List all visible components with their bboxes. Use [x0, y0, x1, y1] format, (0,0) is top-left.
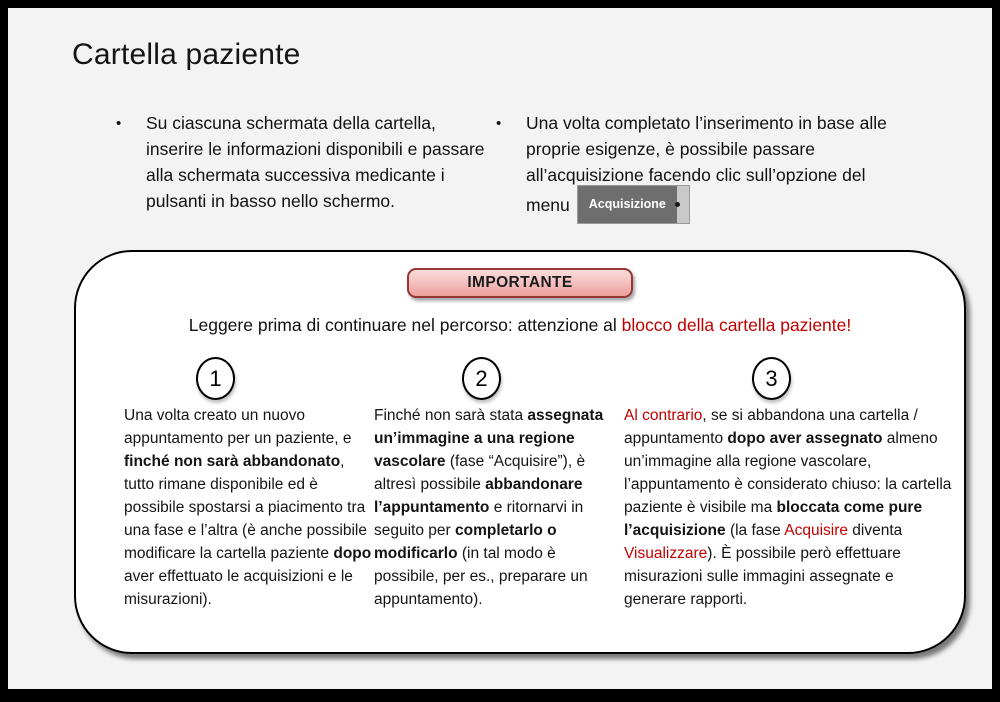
bullet-item-right [496, 110, 892, 225]
important-intro-text: Leggere prima di continuare nel percorso: attenzione al blocco della cartella paziente! [188, 315, 852, 335]
step-3-text: Al contrario, se si abbandona una cartella / appuntamento dopo aver assegnato almeno un’immagine alla regione vascolare, l’appuntamento è considerato chiuso: la cartella paziente è visibile ma bloccata come pure l’acquisizione (la fase Acquisire diventa Visualizzare). È possibile però effettuare misurazioni sulle immagini assegnate e generare rapporti. [624, 407, 952, 608]
menu-edge-strip [677, 186, 689, 223]
slide-canvas [8, 8, 992, 689]
bullet-left-text: Su ciascuna schermata della cartella, inserire le informazioni disponibili e passare alla schermata successiva medicante i pulsanti in basso nello schermo. [146, 113, 485, 211]
important-badge: IMPORTANTE [407, 268, 633, 298]
step-2-text: Finché non sarà stata assegnata un’immagine a una regione vascolare (fase “Acquisire”), è altresì possibile abbandonare l’appuntamento e ritornarvi in seguito per completarlo o modificarlo (in tal modo è possibile, per es., preparare un appuntamento). [374, 407, 604, 608]
step-3-number-badge: 3 [752, 357, 791, 400]
step-2-number-badge: 2 [462, 357, 501, 400]
important-callout-box [74, 250, 966, 654]
bullet-marker-icon: • [496, 115, 502, 132]
step-1-text: Una volta creato un nuovo appuntamento per un paziente, e finché non sarà abbandonato, tutto rimane disponibile ed è possibile spostarsi a piacimento tra una fase e l’altra (è anche possibile modificare la cartella paziente dopo aver effettuato le acquisizioni e le misurazioni). [124, 407, 372, 608]
acquisizione-menu-button [578, 186, 689, 223]
bullet-item-left [116, 110, 488, 214]
bullet-marker-icon: • [116, 115, 122, 132]
bullet-right-text: Una volta completato l’inserimento in base alle proprie esigenze, è possibile passare all’acquisizione facendo clic sull’opzione del menu Acquisizione [526, 110, 892, 225]
menu-bullet-dot-icon [675, 202, 680, 207]
acquisizione-menu-button-label: Acquisizione [578, 186, 677, 223]
step-1-number-badge: 1 [196, 357, 235, 400]
page-title: Cartella paziente [72, 38, 301, 71]
